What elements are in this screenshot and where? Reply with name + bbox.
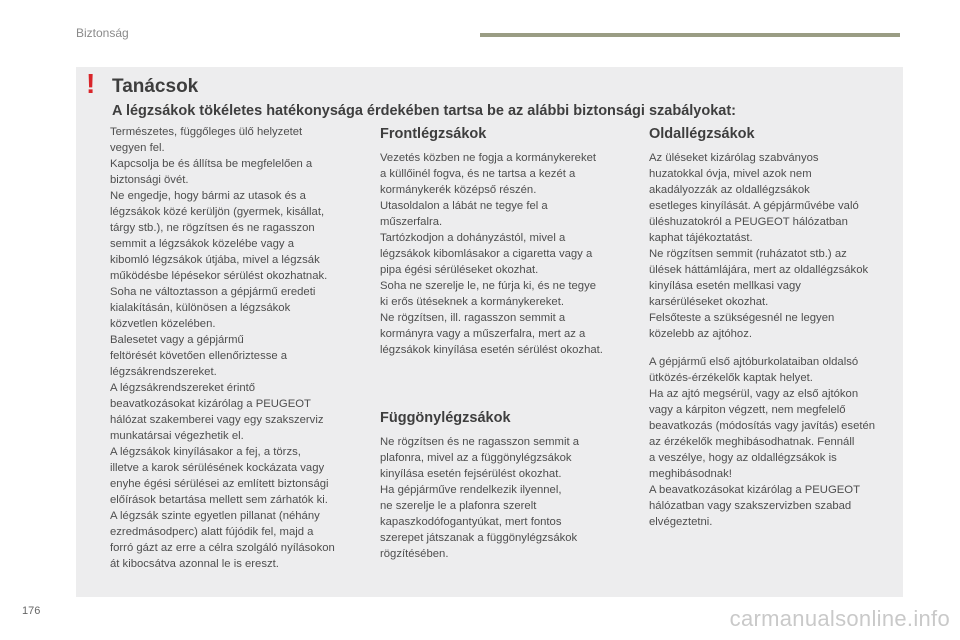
- section-title: Biztonság: [76, 26, 129, 40]
- curtain-airbags-heading: Függönylégzsákok: [380, 410, 511, 426]
- side-airbags-heading: Oldallégzsákok: [649, 126, 755, 142]
- section-rule: [480, 33, 900, 37]
- page-number: 176: [22, 605, 41, 617]
- frontal-airbags-section: [380, 126, 630, 358]
- frontal-airbags-text: Vezetés közben ne fogja a kormánykereket a küllőinél fogva, és ne tartsa a kezét a kormánykerék középső részén. Utasoldalon a lábát ne tegye fel a műszerfalra. Tartózkodjon a dohányzástól, mivel a légzsákok kibomlásakor a cigaretta vagy a pipa égési sérüléseket okozhat. Soha ne szerelje le, ne fúrja ki, és ne tegye ki erős ütéseknek a kormánykereket. Ne rögzítsen, ill. ragasszon semmit a kormányra vagy a műszerfalra, mert az a légzsákok kinyílása esetén sérülést okozhat.: [380, 152, 603, 356]
- side-airbags-text-2: A gépjármű első ajtóburkolataiban oldalsó ütközés-érzékelők kaptak helyet. Ha az ajtó megsérül, vagy az első ajtókon vagy a kárpiton végzett, nem megfelelő beavatkozás (módosítás vagy javítás) esetén az érzékelők meghibásodhatnak. Fennáll a veszélye, hogy az oldallégzsákok is meghibásodnak! A beavatkozásokat kizárólag a PEUGEOT hálózatban vagy szakszervizben szabad elvégeztetni.: [649, 356, 876, 528]
- box-subtitle: A légzsákok tökéletes hatékonysága érdekében tartsa be az alábbi biztonsági szabályokat:: [112, 103, 736, 119]
- side-airbags-section: [649, 126, 899, 530]
- general-advice-text: Természetes, függőleges ülő helyzetet vegyen fel. Kapcsolja be és állítsa be megfelelően a biztonsági övét. Ne engedje, hogy bármi az utasok és a légzsákok közé kerüljön (gyermek, kisállat, tárgy stb.), ne rögzítsen és ne ragasszon semmit a légzsákok közelébe vagy a kibomló légzsákok útjába, mivel a légzsák működésbe lépésekor sérülést okozhatnak. Soha ne változtasson a gépjármű eredeti kialakításán, különösen a légzsákok közvetlen közelében. Balesetet vagy a gépjármű feltörését követően ellenőriztesse a légzsákrendszereket. A légzsákrendszereket érintő beavatkozásokat kizárólag a PEUGEOT hálózat szakemberei vagy egy szakszerviz munkatársai végezhetik el. A légzsákok kinyílásakor a fej, a törzs, illetve a karok sérülésének kockázata vagy enyhe égési sérülései az említett biztonsági előírások betartása mellett sem zárhatók ki. A légzsák szinte egyetlen pillanat (néhány ezredmásodperc) alatt fújódik fel, majd a forró gázt az erre a célra szolgáló nyílásokon át kibocsátva azonnal le is ereszt.: [110, 126, 335, 570]
- box-title: Tanácsok: [112, 76, 199, 97]
- side-airbags-text-1: Az üléseket kizárólag szabványos huzatokkal óvja, mivel azok nem akadályozzák az oldallégzsákok esetleges kinyílását. A gépjárművébe való üléshuzatokról a PEUGEOT hálózatban kaphat tájékoztatást. Ne rögzítsen semmit (ruházatot stb.) az ülések háttámlájára, mert az oldallégzsákok kinyílása esetén mellkasi vagy karsérüléseket okozhat. Felsőteste a szükségesnél ne legyen közelebb az ajtóhoz.: [649, 152, 869, 340]
- warning-icon: !: [86, 68, 96, 99]
- general-advice-column: [110, 124, 370, 572]
- curtain-airbags-text: Ne rögzítsen és ne ragasszon semmit a plafonra, mivel az a függönylégzsákok kinyílása esetén fejsérülést okozhat. Ha gépjárműve rendelkezik ilyennel, ne szerelje le a plafonra szerelt kapaszkodófogantyúkat, mert fontos szerepet játszanak a függönylégzsákok rögzítésében.: [380, 436, 580, 560]
- frontal-airbags-heading: Frontlégzsákok: [380, 126, 487, 142]
- watermark: carmanualsonline.info: [729, 606, 950, 631]
- curtain-airbags-section: [380, 410, 630, 562]
